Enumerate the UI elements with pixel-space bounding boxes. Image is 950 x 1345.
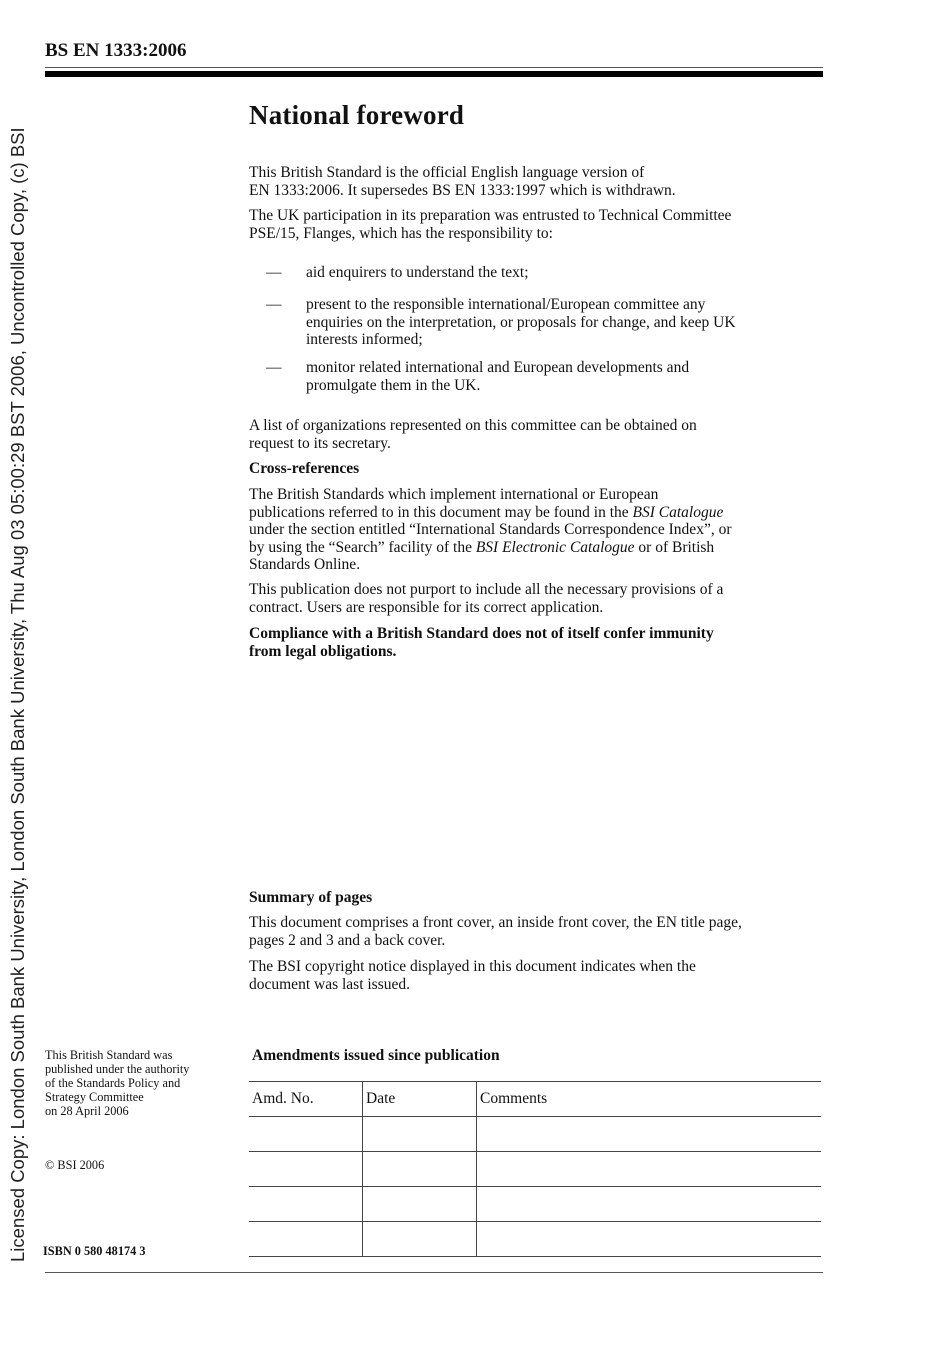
text-line: under the section entitled “International Standards Correspondence Index”, or	[249, 521, 732, 539]
summary-heading: Summary of pages	[249, 889, 373, 906]
table-cell	[249, 1117, 363, 1152]
cross-references-paragraph	[249, 486, 829, 574]
table-cell	[363, 1152, 477, 1187]
column-header-date: Date	[363, 1082, 477, 1117]
text-line: The BSI copyright notice displayed in this document indicates when the	[249, 958, 696, 975]
text-line: A list of organizations represented on this committee can be obtained on	[249, 417, 697, 434]
cross-references-heading: Cross-references	[249, 460, 360, 477]
intro-paragraph-2	[249, 207, 829, 242]
table-cell	[249, 1152, 363, 1187]
table-row	[249, 1187, 821, 1222]
bsi-electronic-catalogue-title: BSI Electronic Catalogue	[475, 538, 635, 556]
text-line: This British Standard is the official English language version of	[249, 164, 645, 181]
dash-bullet: —	[266, 359, 282, 376]
text-line: The UK participation in its preparation was entrusted to Technical Committee	[249, 207, 732, 224]
text-line: on 28 April 2006	[45, 1104, 129, 1118]
summary-paragraph-2	[249, 958, 829, 993]
amendments-table	[249, 1081, 821, 1257]
text-line: promulgate them in the UK.	[306, 376, 481, 394]
text-line: present to the responsible international/European committee any	[306, 296, 706, 313]
intro-paragraph-1	[249, 164, 829, 199]
text-line: This publication does not purport to include all the necessary provisions of a	[249, 581, 724, 598]
provisions-paragraph	[249, 581, 829, 616]
table-row	[249, 1117, 821, 1152]
table-cell	[477, 1222, 822, 1257]
authority-note	[45, 1048, 230, 1118]
text-line: publications referred to in this document may be found in the BSI Catalogue	[249, 503, 724, 521]
dash-bullet: —	[266, 296, 282, 313]
text-line: contract. Users are responsible for its correct application.	[249, 598, 604, 616]
text-line: of the Standards Policy and	[45, 1076, 181, 1090]
text-line: This British Standard was	[45, 1048, 173, 1062]
text-line: The British Standards which implement international or European	[249, 486, 659, 503]
table-cell	[363, 1222, 477, 1257]
text-line: This document comprises a front cover, an inside front cover, the EN title page,	[249, 914, 742, 931]
text-line: interests informed;	[306, 331, 423, 349]
document-id: BS EN 1333:2006	[45, 40, 187, 61]
text-line: pages 2 and 3 and a back cover.	[249, 931, 446, 949]
text-line: published under the authority	[45, 1062, 190, 1076]
text-line: request to its secretary.	[249, 434, 391, 452]
amendments-heading: Amendments issued since publication	[252, 1047, 500, 1064]
table-cell	[363, 1117, 477, 1152]
text-line: monitor related international and European developments and	[306, 359, 690, 376]
column-header-amd-no: Amd. No.	[249, 1082, 363, 1117]
copyright-note: © BSI 2006	[45, 1158, 105, 1172]
header-rule-thin	[45, 67, 823, 68]
page-title: National foreword	[249, 100, 465, 130]
text-line: aid enquirers to understand the text;	[306, 264, 529, 281]
footer-rule	[45, 1272, 823, 1273]
text-line: Standards Online.	[249, 556, 361, 574]
table-cell	[477, 1187, 822, 1222]
table-cell	[477, 1152, 822, 1187]
dash-bullet: —	[266, 264, 282, 281]
text-line: Compliance with a British Standard does not of itself confer immunity	[249, 625, 714, 642]
column-header-comments: Comments	[477, 1082, 822, 1117]
text-line: enquiries on the interpretation, or proposals for change, and keep UK	[306, 313, 736, 331]
summary-paragraph-1	[249, 914, 829, 949]
bsi-catalogue-title: BSI Catalogue	[632, 503, 724, 521]
text-line: from legal obligations.	[249, 642, 397, 660]
license-watermark: Licensed Copy: London South Bank University, London South Bank University, Thu Aug 03 05:00:29 BST 2006, Uncontrolled Copy, (c) BSI	[7, 127, 28, 1262]
table-cell	[249, 1187, 363, 1222]
organizations-paragraph	[249, 417, 829, 452]
table-row	[249, 1222, 821, 1257]
text-line: EN 1333:2006. It supersedes BS EN 1333:1997 which is withdrawn.	[249, 181, 676, 199]
table-row	[249, 1152, 821, 1187]
text-line: PSE/15, Flanges, which has the responsibility to:	[249, 224, 553, 242]
text-line: document was last issued.	[249, 975, 411, 993]
isbn: ISBN 0 580 48174 3	[43, 1244, 146, 1258]
table-cell	[249, 1222, 363, 1257]
table-header-row	[249, 1082, 821, 1117]
header-rule-thick	[45, 71, 823, 77]
table-cell	[363, 1187, 477, 1222]
text-line: by using the “Search” facility of the BSI Electronic Catalogue or of British	[249, 538, 715, 556]
text-line: Strategy Committee	[45, 1090, 144, 1104]
table-cell	[477, 1117, 822, 1152]
compliance-statement	[249, 625, 829, 660]
